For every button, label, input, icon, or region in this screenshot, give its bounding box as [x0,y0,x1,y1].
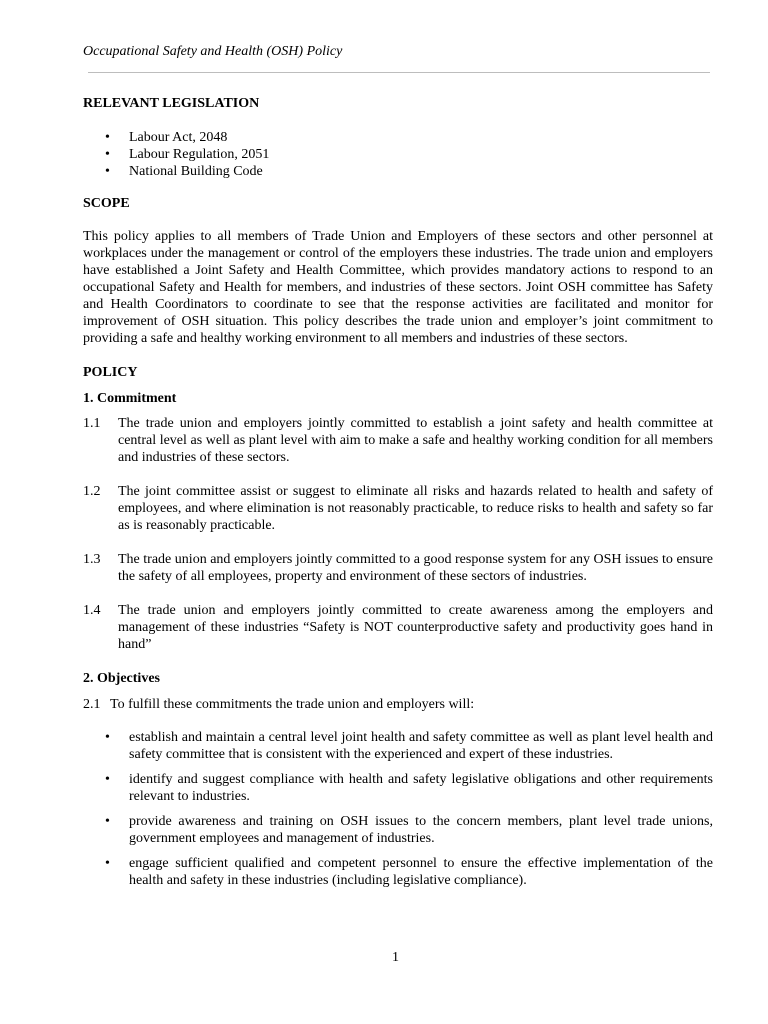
objectives-list [83,729,713,889]
document-body [83,93,713,889]
commitment-heading: 1. Commitment [83,391,177,406]
intro-text: To fulfill these commitments the trade union and employers will: [110,697,475,712]
header-divider [88,72,710,73]
list-item: • Labour Act, 2048 [83,129,713,146]
item-number: 1.3 [83,552,101,567]
objective-item: • provide awareness and training on OSH issues to the concern members, plant level trade unions, government employees and management of industries. [83,813,713,847]
commitment-item [83,483,713,534]
document-header-title: Occupational Safety and Health (OSH) Policy [83,44,343,59]
item-text: The trade union and employers jointly committed to a good response system for any OSH issues to ensure the safety of all employees, property and environment of these sectors of industries. [118,552,713,584]
commitment-item [83,551,713,585]
item-text: The joint committee assist or suggest to eliminate all risks and hazards related to health and safety of employees, and where elimination is not reasonably practicable, to reduce risks to health and safety so far as is reasonably practicable. [118,484,713,533]
scope-paragraph: This policy applies to all members of Trade Union and Employers of these sectors and other personnel at workplaces under the management or control of the employers these industries. The trade union and employers have established a Joint Safety and Health Committee, which provides mandatory actions to respond to an occupational Safety and Health for members, and industries of these sectors. Joint OSH committee has Safety and Health Coordinators to coordinate to see that the response activities are facilitated and monitor for improvement of OSH situation. This policy describes the trade union and employer’s joint commitment to providing a safe and healthy working environment to all members and industries of these sectors. [83,229,713,346]
objective-item: • establish and maintain a central level joint health and safety committee as well as plant level health and safety committee that is consistent with the experienced and expert of these industries. [83,729,713,763]
page-number: 1 [392,950,399,965]
commitment-item [83,415,713,466]
objectives-intro [83,696,713,713]
objective-item: • engage sufficient qualified and competent personnel to ensure the effective implementation of the health and safety in these industries (including legislative compliance). [83,855,713,889]
scope-heading: SCOPE [83,196,130,211]
objectives-heading: 2. Objectives [83,671,160,686]
policy-heading: POLICY [83,365,138,380]
item-number: 1.1 [83,416,101,431]
item-number: 1.4 [83,603,101,618]
intro-number: 2.1 [83,697,101,712]
legislation-heading: RELEVANT LEGISLATION [83,96,260,111]
list-item: • National Building Code [83,163,713,180]
item-text: The trade union and employers jointly committed to create awareness among the employers and management of these industries “Safety is NOT counterproductive safety and productivity goes hand in hand” [118,603,713,652]
item-number: 1.2 [83,484,101,499]
commitment-item [83,602,713,653]
objective-item: • identify and suggest compliance with health and safety legislative obligations and other requirements relevant to industries. [83,771,713,805]
item-text: The trade union and employers jointly committed to establish a joint safety and health committee at central level as well as plant level with aim to make a safe and healthy working condition for all members and industries of these sectors. [118,416,713,465]
list-item: • Labour Regulation, 2051 [83,146,713,163]
legislation-list [83,129,713,180]
